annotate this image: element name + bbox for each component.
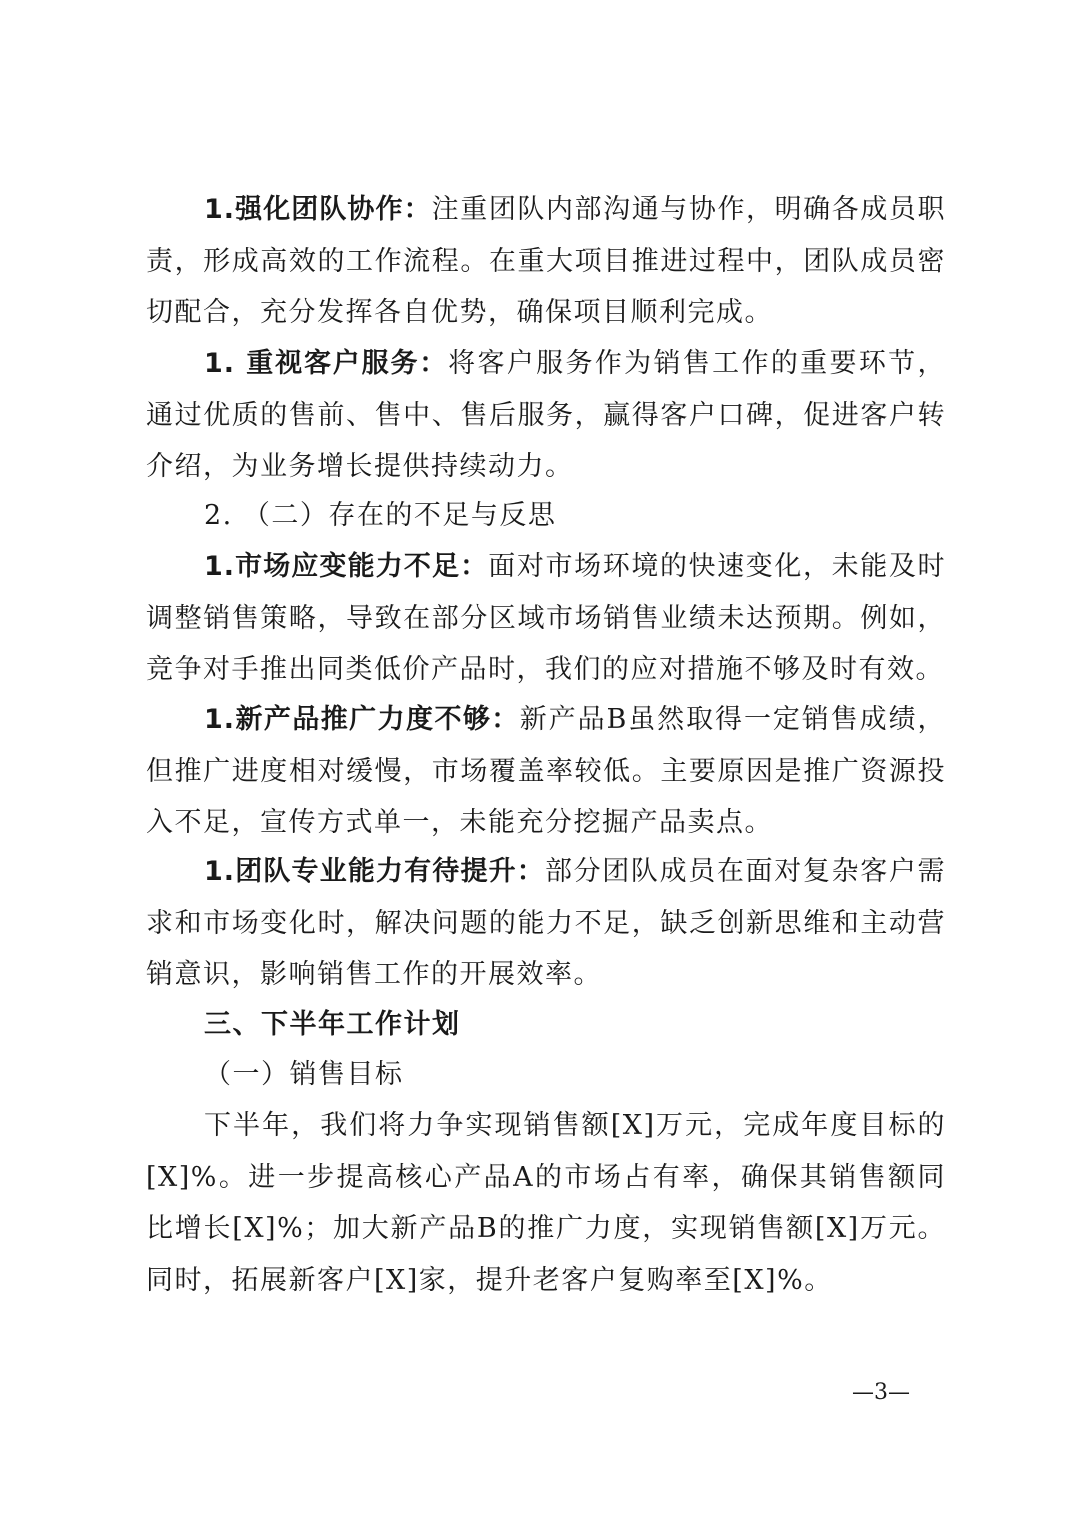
paragraph-text: 面对市场环境的快速变化，未能及时调整销售策略，导致在部分区域市场销售业绩未达预期。例如，竞争对手推出同类低价产品时，我们的应对措施不够及时有效。	[146, 551, 947, 685]
paragraph-team-collaboration	[146, 184, 946, 339]
paragraph-customer-service	[146, 338, 946, 493]
section-heading-plan: 三、下半年工作计划	[204, 1009, 461, 1040]
paragraph-lead: 1.市场应变能力不足：	[204, 551, 489, 582]
paragraph-text: 将客户服务作为销售工作的重要环节，通过优质的售前、售中、售后服务，赢得客户口碑，促进客户转介绍，为业务增长提供持续动力。	[146, 348, 947, 482]
section-heading-shortcomings: 2. （二）存在的不足与反思	[204, 500, 557, 531]
paragraph-text: 新产品B虽然取得一定销售成绩，但推广进度相对缓慢，市场覆盖率较低。主要原因是推广资源投入不足，宣传方式单一，未能充分挖掘产品卖点。	[146, 704, 947, 838]
paragraph-market-adaptability	[146, 541, 946, 696]
paragraph-lead: 1. 重视客户服务：	[204, 348, 449, 379]
paragraph-lead: 1.团队专业能力有待提升：	[204, 856, 545, 887]
paragraph-lead: 1.新产品推广力度不够：	[204, 704, 520, 735]
paragraph-text: 部分团队成员在面对复杂客户需求和市场变化时，解决问题的能力不足，缺乏创新思维和主动营销意识，影响销售工作的开展效率。	[146, 856, 947, 990]
paragraph-new-product-promotion	[146, 694, 946, 849]
paragraph-sales-target: 下半年，我们将力争实现销售额[X]万元，完成年度目标的[X]%。进一步提高核心产品A的市场占有率，确保其销售额同比增长[X]%；加大新产品B的推广力度，实现销售额[X]万元。同时，拓展新客户[X]家，提升老客户复购率至[X]%。	[146, 1110, 946, 1296]
page-number: —3—	[852, 1380, 910, 1405]
paragraph-lead: 1.强化团队协作：	[204, 194, 432, 225]
paragraph-text: 注重团队内部沟通与协作，明确各成员职责，形成高效的工作流程。在重大项目推进过程中，团队成员密切配合，充分发挥各自优势，确保项目顺利完成。	[146, 194, 946, 328]
paragraph-team-skills	[146, 846, 946, 1001]
subsection-heading-sales-target: （一）销售目标	[204, 1059, 404, 1090]
